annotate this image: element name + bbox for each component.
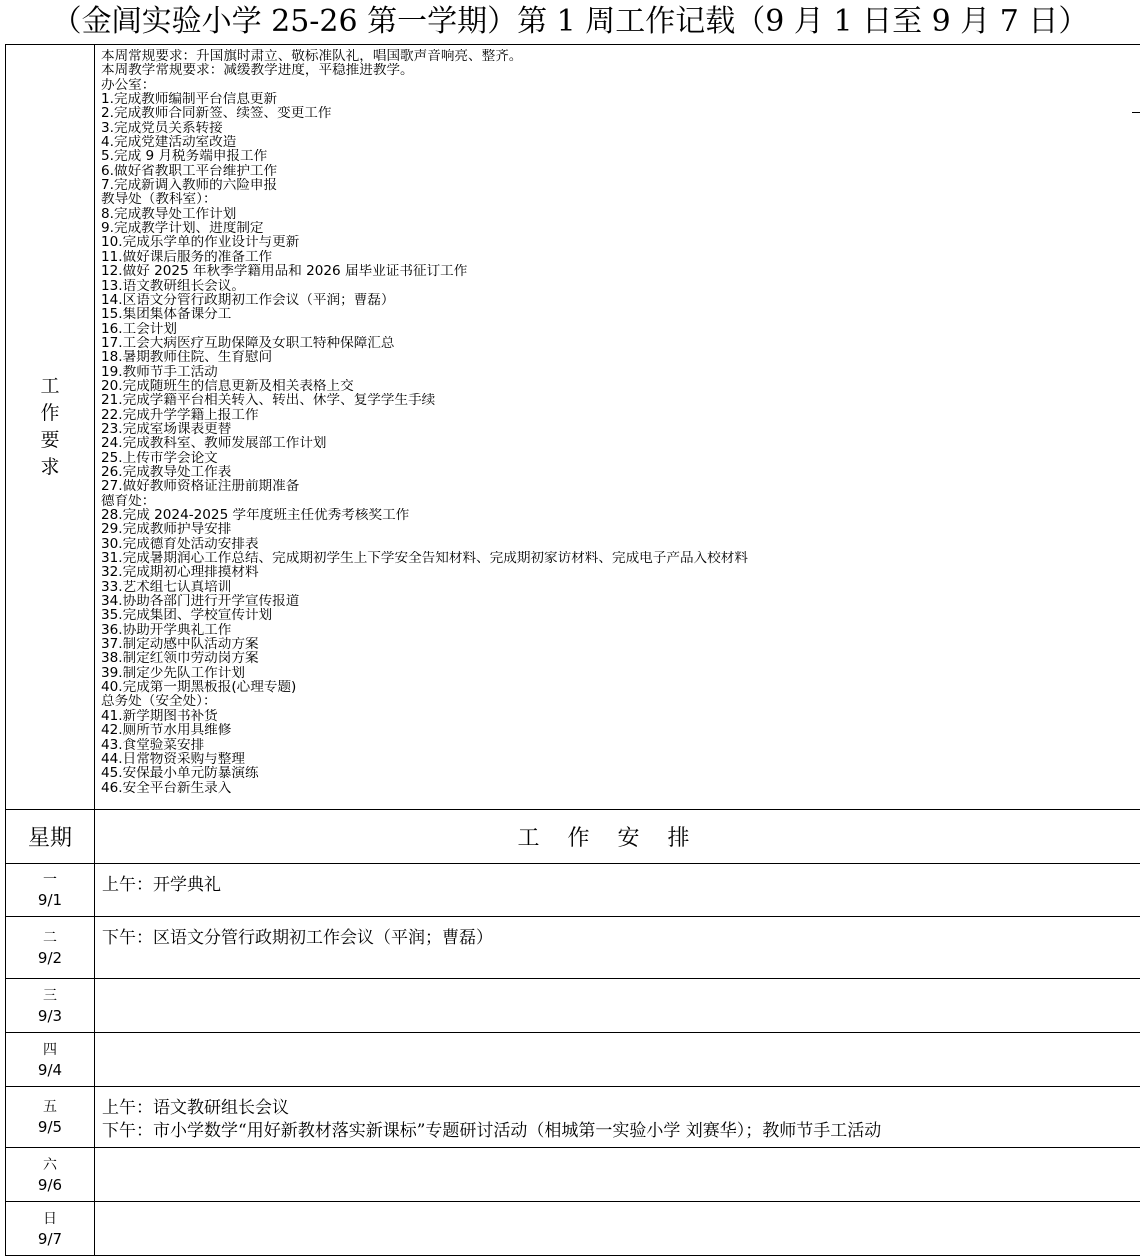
requirement-line: 12.做好 2025 年秋季学籍用品和 2026 届毕业证书征订工作 (101, 264, 1134, 278)
arrangement-item: 上午：开学典礼 (102, 874, 1133, 897)
requirement-line: 29.完成教师护导安排 (101, 522, 1134, 536)
weekday-name: 日 (6, 1209, 94, 1229)
day-arrangement-cell (95, 1202, 1140, 1256)
requirement-line: 45.安保最小单元防暴演练 (101, 766, 1134, 780)
requirement-line: 14.区语文分管行政期初工作会议（平润；曹磊） (101, 293, 1134, 307)
requirements-label: 工作要求 (38, 373, 62, 481)
requirement-line: 教导处（教科室）： (101, 192, 1134, 206)
requirement-line: 15.集团集体备课分工 (101, 307, 1134, 321)
requirement-line: 3.完成党员关系转接 (101, 121, 1134, 135)
day-cell (6, 864, 95, 917)
requirement-line: 11.做好课后服务的准备工作 (101, 250, 1134, 264)
requirements-label-cell (6, 45, 95, 810)
day-arrangement-cell (95, 1087, 1140, 1148)
requirements-list (95, 45, 1140, 810)
requirement-line: 22.完成升学学籍上报工作 (101, 408, 1134, 422)
requirement-line: 德育处： (101, 494, 1134, 508)
page-title: （金阊实验小学 25-26 第一学期）第 1 周工作记载（9 月 1 日至 9 月 7 日） (0, 0, 1140, 44)
arrangement-item: 下午：市小学数学“用好新教材落实新课标”专题研讨活动（相城第一实验小学 刘赛华）；教师节手工活动 (102, 1120, 1133, 1143)
requirement-line: 36.协助开学典礼工作 (101, 623, 1134, 637)
arrangement-item: 下午：区语文分管行政期初工作会议（平润；曹磊） (102, 927, 1133, 950)
requirement-line: 26.完成教导处工作表 (101, 465, 1134, 479)
day-date: 9/4 (6, 1060, 94, 1080)
weekday-name: 三 (6, 986, 94, 1006)
requirement-line: 25.上传市学会论文 (101, 451, 1134, 465)
requirement-line: 32.完成期初心理排摸材料 (101, 565, 1134, 579)
weekday-name: 二 (6, 928, 94, 948)
day-row (6, 979, 1140, 1033)
requirement-line: 33.艺术组七认真培训 (101, 580, 1134, 594)
requirement-line: 21.完成学籍平台相关转入、转出、休学、复学学生手续 (101, 393, 1134, 407)
requirement-line: 16.工会计划 (101, 322, 1134, 336)
requirement-line: 办公室： (101, 78, 1134, 92)
requirement-line: 46.安全平台新生录入 (101, 781, 1134, 795)
requirement-line: 28.完成 2024-2025 学年度班主任优秀考核奖工作 (101, 508, 1134, 522)
requirement-line: 1.完成教师编制平台信息更新 (101, 92, 1134, 106)
day-row (6, 1148, 1140, 1202)
weekday-name: 一 (6, 870, 94, 890)
day-row (6, 1202, 1140, 1256)
requirement-line: 18.暑期教师住院、生育慰问 (101, 350, 1134, 364)
requirement-line: 本周常规要求：升国旗时肃立、敬标准队礼，唱国歌声音响亮、整齐。 (101, 49, 1134, 63)
requirement-line: 19.教师节手工活动 (101, 365, 1134, 379)
requirement-line: 38.制定红领巾劳动岗方案 (101, 651, 1134, 665)
requirement-line: 31.完成暑期润心工作总结、完成期初学生上下学安全告知材料、完成期初家访材料、完成电子产品入校材料 (101, 551, 1134, 565)
day-cell (6, 979, 95, 1033)
requirement-line: 42.厕所节水用具维修 (101, 723, 1134, 737)
requirement-line: 41.新学期图书补货 (101, 709, 1134, 723)
requirement-line: 17.工会大病医疗互助保障及女职工特种保障汇总 (101, 336, 1134, 350)
requirement-line: 40.完成第一期黑板报(心理专题) (101, 680, 1134, 694)
day-date: 9/1 (6, 890, 94, 910)
requirement-line: 35.完成集团、学校宣传计划 (101, 608, 1134, 622)
requirement-line: 2.完成教师合同新签、续签、变更工作 (101, 106, 1134, 120)
requirement-line: 20.完成随班生的信息更新及相关表格上交 (101, 379, 1134, 393)
day-arrangement-cell (95, 864, 1140, 917)
requirement-line: 27.做好教师资格证注册前期准备 (101, 479, 1134, 493)
requirement-line: 4.完成党建活动室改造 (101, 135, 1134, 149)
day-date: 9/3 (6, 1006, 94, 1026)
requirement-line: 5.完成 9 月税务端申报工作 (101, 149, 1134, 163)
day-arrangement-cell (95, 979, 1140, 1033)
requirement-line: 总务处（安全处）： (101, 694, 1134, 708)
requirements-row (6, 45, 1140, 810)
requirement-line: 37.制定动感中队活动方案 (101, 637, 1134, 651)
weekday-name: 六 (6, 1155, 94, 1175)
requirement-line: 23.完成室场课表更替 (101, 422, 1134, 436)
requirement-line: 7.完成新调入教师的六险申报 (101, 178, 1134, 192)
requirement-line: 43.食堂验菜安排 (101, 738, 1134, 752)
requirement-line: 6.做好省教职工平台维护工作 (101, 164, 1134, 178)
requirement-line: 34.协助各部门进行开学宣传报道 (101, 594, 1134, 608)
day-date: 9/2 (6, 948, 94, 968)
day-cell (6, 1033, 95, 1087)
day-row (6, 917, 1140, 979)
arrangement-item: 上午：语文教研组长会议 (102, 1097, 1133, 1120)
day-arrangement-cell (95, 1033, 1140, 1087)
requirement-line: 本周教学常规要求：减缓教学进度，平稳推进教学。 (101, 63, 1134, 77)
day-cell (6, 917, 95, 979)
requirement-line: 44.日常物资采购与整理 (101, 752, 1134, 766)
day-arrangement-cell (95, 1148, 1140, 1202)
work-record-table (5, 44, 1140, 1256)
requirement-line: 8.完成教导处工作计划 (101, 207, 1134, 221)
day-date: 9/6 (6, 1175, 94, 1195)
day-cell (6, 1148, 95, 1202)
day-row (6, 1087, 1140, 1148)
day-cell (6, 1087, 95, 1148)
requirement-line: 9.完成教学计划、进度制定 (101, 221, 1134, 235)
weekday-name: 四 (6, 1040, 94, 1060)
day-row (6, 1033, 1140, 1087)
schedule-header-row (6, 810, 1140, 864)
requirement-line: 24.完成教科室、教师发展部工作计划 (101, 436, 1134, 450)
day-arrangement-cell (95, 917, 1140, 979)
requirement-line: 39.制定少先队工作计划 (101, 666, 1134, 680)
arrangement-column-header: 工作安排 (95, 810, 1140, 864)
day-row (6, 864, 1140, 917)
requirement-line: 10.完成乐学单的作业设计与更新 (101, 235, 1134, 249)
weekday-name: 五 (6, 1097, 94, 1117)
day-column-header: 星期 (6, 810, 95, 864)
requirement-line: 30.完成德育处活动安排表 (101, 537, 1134, 551)
day-date: 9/5 (6, 1117, 94, 1137)
day-cell (6, 1202, 95, 1256)
day-date: 9/7 (6, 1229, 94, 1249)
requirement-line: 13.语文教研组长会议。 (101, 279, 1134, 293)
